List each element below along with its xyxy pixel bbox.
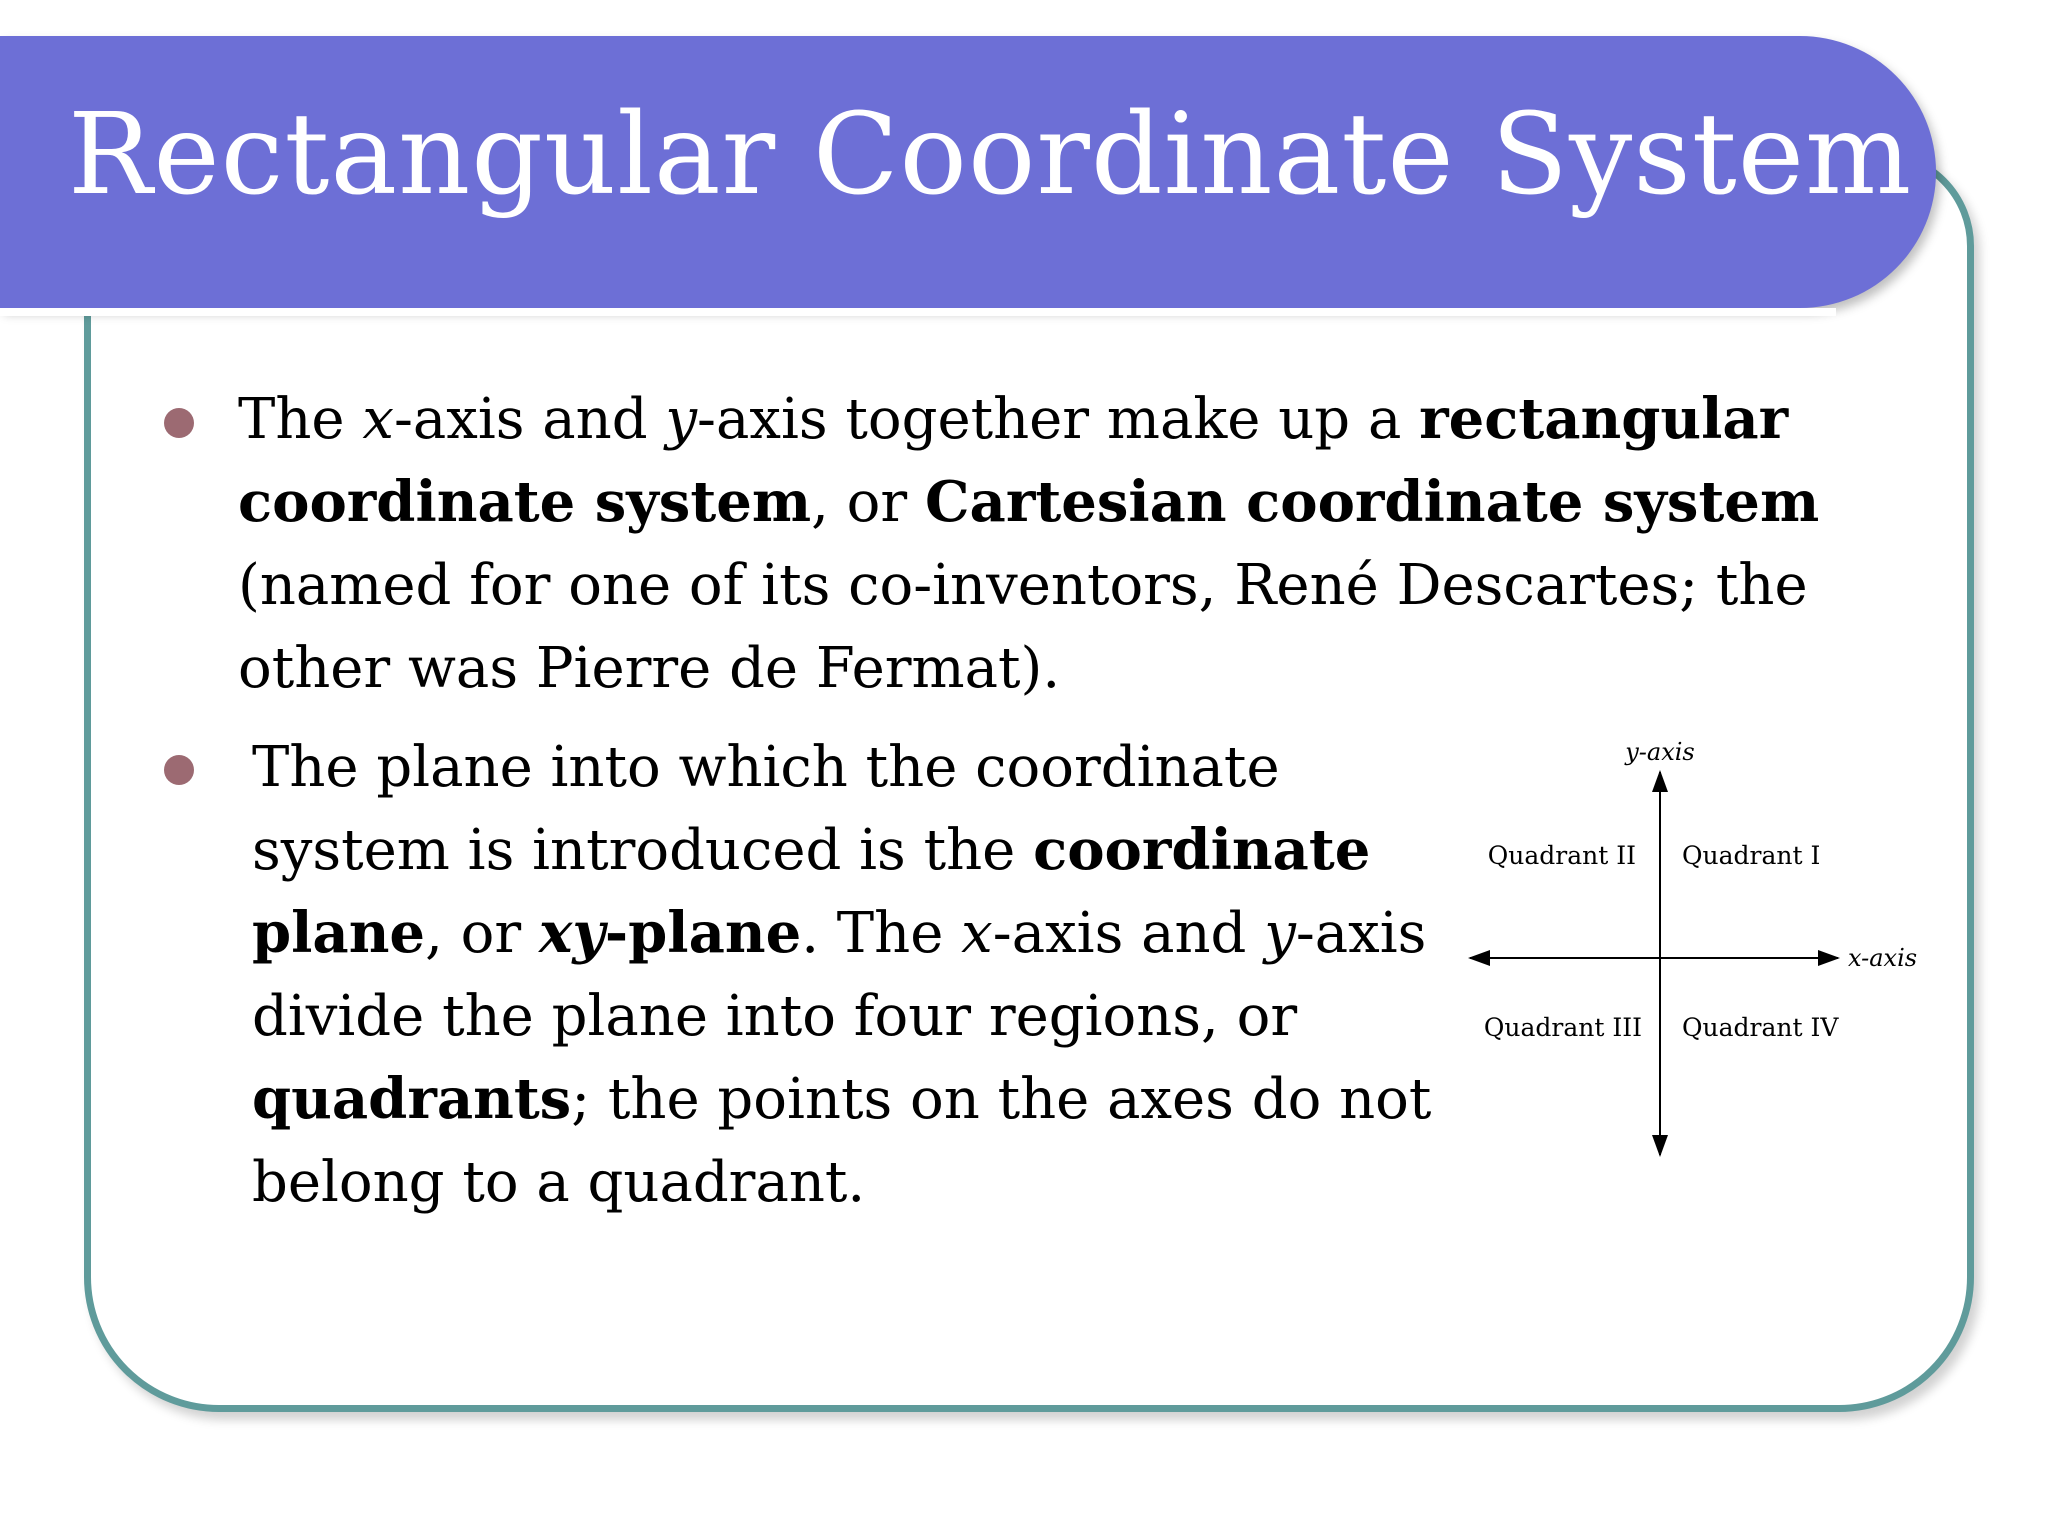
bullet-text-quadrants — [252, 726, 1452, 1224]
text-run: -axis divide the plane into four regions, or — [252, 901, 1427, 1049]
text-run: x — [362, 387, 394, 452]
banner-underline — [0, 308, 1836, 316]
quadrant-ii-label: Quadrant II — [1487, 841, 1636, 870]
text-run: coordinate plane — [252, 817, 1371, 966]
slide-title: Rectangular Coordinate System — [68, 90, 1913, 220]
text-run: Cartesian coordinate system — [924, 469, 1820, 535]
bullet-marker — [164, 755, 194, 785]
text-run: -axis and — [992, 901, 1265, 966]
text-run: quadrants — [252, 1066, 572, 1132]
text-run: . The — [801, 901, 962, 966]
quadrant-diagram — [1450, 730, 1950, 1170]
text-run: (named for one of its co-inventors, René Descartes; the other was Pierre de Fermat). — [238, 553, 1808, 701]
text-run: , or — [811, 470, 925, 535]
text-run: x — [961, 901, 993, 966]
text-run: -axis and — [393, 387, 666, 452]
text-run: ; the points on the axes do not belong to a quadrant. — [252, 1067, 1432, 1215]
quadrant-iii-label: Quadrant III — [1483, 1013, 1642, 1042]
text-run: y — [665, 387, 698, 452]
text-run: -axis together make up a — [697, 387, 1420, 452]
bullet-text-cartesian — [238, 378, 1878, 710]
text-run: The — [238, 387, 363, 452]
y-axis-label: y-axis — [1625, 738, 1695, 766]
quadrant-i-label: Quadrant I — [1682, 841, 1821, 870]
text-run: y — [1264, 901, 1296, 966]
bullet-marker — [164, 408, 194, 438]
text-run: , or — [425, 901, 539, 966]
quadrant-iv-label: Quadrant IV — [1682, 1013, 1839, 1042]
text-run: -plane — [604, 900, 802, 966]
text-run: xy — [538, 900, 605, 966]
x-axis-label: x-axis — [1848, 944, 1918, 972]
text-run: The plane into which the coordinate system is introduced is the — [252, 735, 1280, 883]
text-run: rectangular coordinate system — [238, 386, 1789, 535]
